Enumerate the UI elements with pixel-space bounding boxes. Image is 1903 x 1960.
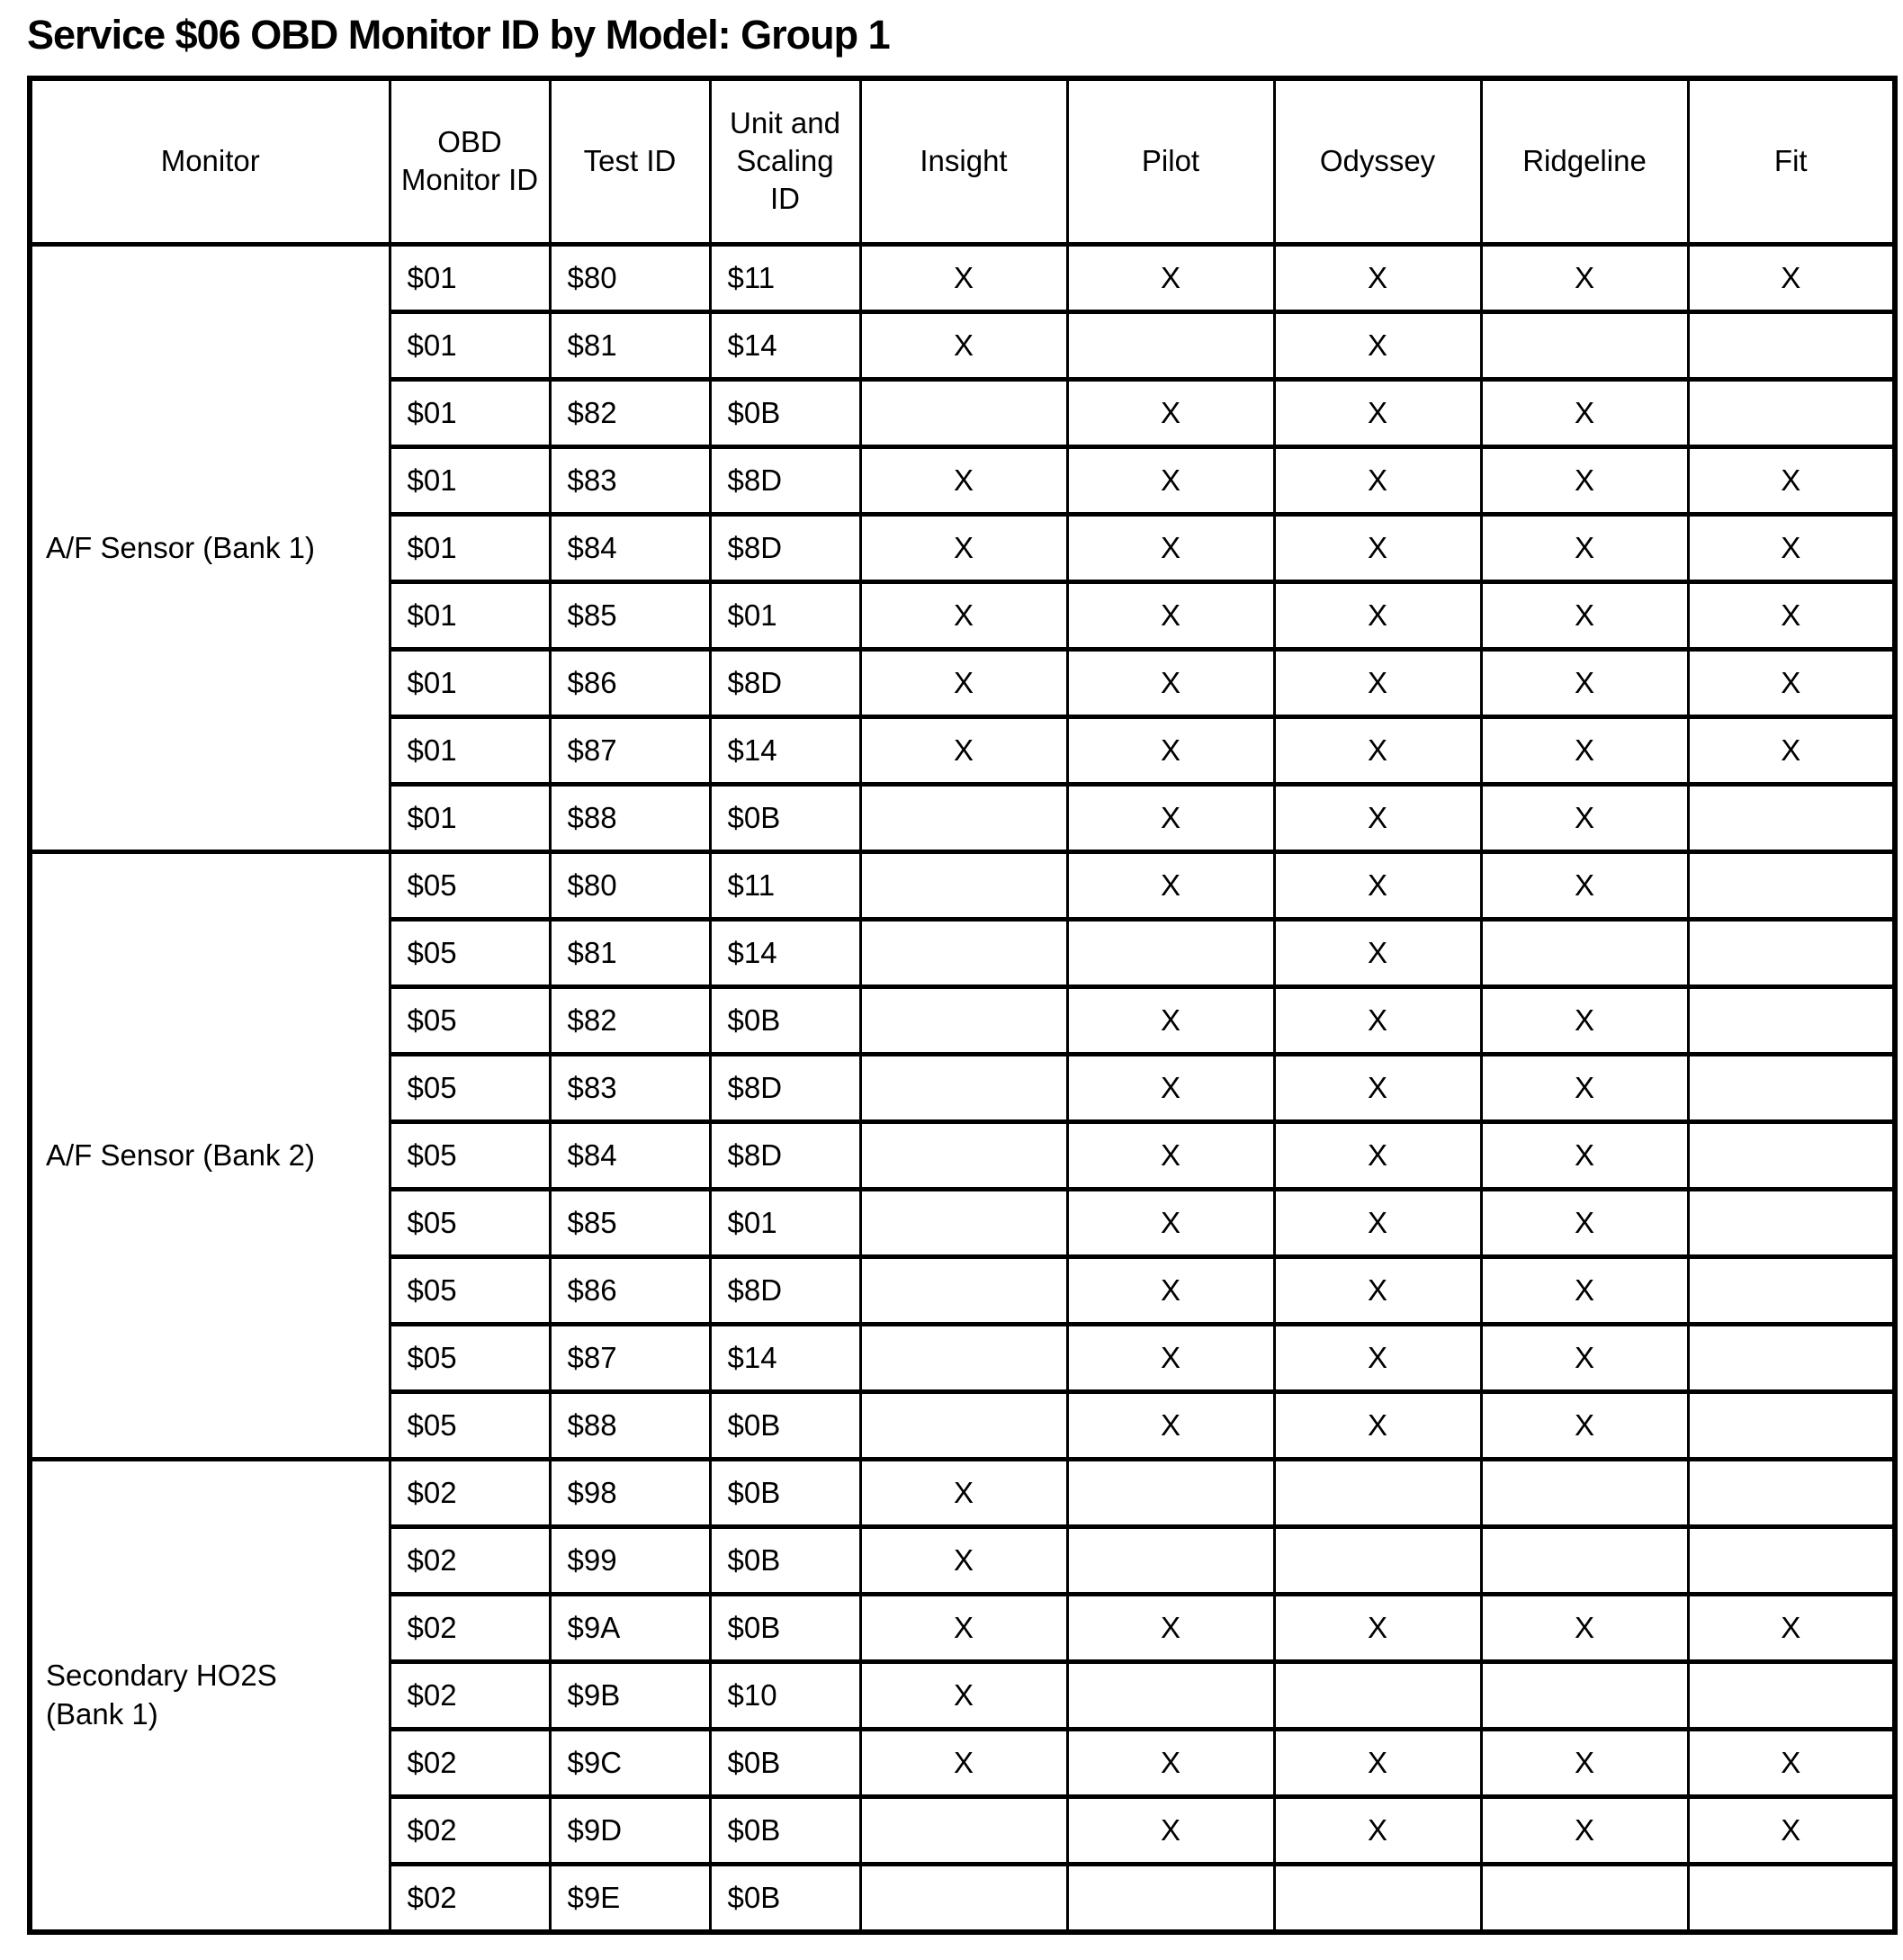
obd-monitor-id-cell: $01 [390, 447, 550, 515]
unit-scaling-id-cell: $0B [710, 1527, 860, 1595]
mark-cell-fit [1688, 1662, 1895, 1730]
mark-cell-odyssey: X [1274, 515, 1481, 582]
mark-cell-odyssey [1274, 1460, 1481, 1527]
unit-scaling-id-cell: $8D [710, 1122, 860, 1190]
mark-cell-pilot: X [1067, 245, 1274, 312]
mark-cell-insight: X [860, 650, 1067, 717]
col-header-fit: Fit [1688, 78, 1895, 245]
mark-cell-odyssey: X [1274, 987, 1481, 1055]
mark-cell-odyssey: X [1274, 582, 1481, 650]
unit-scaling-id-cell: $0B [710, 1392, 860, 1460]
unit-scaling-id-cell: $01 [710, 1190, 860, 1257]
mark-cell-fit [1688, 1325, 1895, 1392]
mark-cell-fit: X [1688, 1797, 1895, 1865]
mark-cell-pilot: X [1067, 1392, 1274, 1460]
mark-cell-insight: X [860, 245, 1067, 312]
obd-monitor-id-cell: $05 [390, 1392, 550, 1460]
mark-cell-fit [1688, 785, 1895, 852]
obd-monitor-id-cell: $01 [390, 380, 550, 447]
mark-cell-ridgeline [1481, 1865, 1688, 1932]
mark-cell-fit: X [1688, 1595, 1895, 1662]
mark-cell-odyssey: X [1274, 1392, 1481, 1460]
test-id-cell: $84 [550, 1122, 710, 1190]
test-id-cell: $85 [550, 582, 710, 650]
mark-cell-ridgeline: X [1481, 852, 1688, 920]
mark-cell-odyssey [1274, 1865, 1481, 1932]
test-id-cell: $83 [550, 447, 710, 515]
mark-cell-pilot [1067, 1662, 1274, 1730]
unit-scaling-id-cell: $0B [710, 1730, 860, 1797]
mark-cell-fit: X [1688, 1730, 1895, 1797]
obd-monitor-id-cell: $05 [390, 1190, 550, 1257]
monitor-label: A/F Sensor (Bank 1) [46, 530, 315, 564]
mark-cell-fit [1688, 1527, 1895, 1595]
obd-monitor-id-cell: $05 [390, 1325, 550, 1392]
mark-cell-insight: X [860, 1527, 1067, 1595]
test-id-cell: $82 [550, 380, 710, 447]
test-id-cell: $86 [550, 650, 710, 717]
mark-cell-odyssey: X [1274, 1055, 1481, 1122]
mark-cell-pilot: X [1067, 717, 1274, 785]
mark-cell-odyssey: X [1274, 920, 1481, 987]
unit-scaling-id-cell: $8D [710, 515, 860, 582]
unit-scaling-id-cell: $0B [710, 785, 860, 852]
test-id-cell: $81 [550, 312, 710, 380]
mark-cell-insight [860, 1190, 1067, 1257]
unit-scaling-id-cell: $0B [710, 380, 860, 447]
mark-cell-insight: X [860, 447, 1067, 515]
col-header-insight: Insight [860, 78, 1067, 245]
mark-cell-insight: X [860, 1595, 1067, 1662]
mark-cell-odyssey: X [1274, 1595, 1481, 1662]
test-id-cell: $88 [550, 785, 710, 852]
mark-cell-ridgeline: X [1481, 1055, 1688, 1122]
mark-cell-odyssey: X [1274, 1325, 1481, 1392]
mark-cell-odyssey: X [1274, 1797, 1481, 1865]
monitor-label: Secondary HO2S (Bank 1) [46, 1658, 277, 1731]
mark-cell-pilot [1067, 920, 1274, 987]
mark-cell-ridgeline: X [1481, 447, 1688, 515]
mark-cell-pilot: X [1067, 1325, 1274, 1392]
mark-cell-fit: X [1688, 515, 1895, 582]
unit-scaling-id-cell: $8D [710, 650, 860, 717]
mark-cell-insight [860, 1055, 1067, 1122]
test-id-cell: $87 [550, 717, 710, 785]
test-id-cell: $9C [550, 1730, 710, 1797]
mark-cell-fit [1688, 1392, 1895, 1460]
mark-cell-insight: X [860, 1460, 1067, 1527]
mark-cell-pilot: X [1067, 785, 1274, 852]
unit-scaling-id-cell: $14 [710, 312, 860, 380]
mark-cell-insight: X [860, 515, 1067, 582]
mark-cell-insight: X [860, 717, 1067, 785]
test-id-cell: $86 [550, 1257, 710, 1325]
obd-monitor-id-cell: $02 [390, 1730, 550, 1797]
table-row [30, 245, 1895, 312]
test-id-cell: $84 [550, 515, 710, 582]
unit-scaling-id-cell: $10 [710, 1662, 860, 1730]
unit-scaling-id-cell: $11 [710, 245, 860, 312]
mark-cell-ridgeline [1481, 1527, 1688, 1595]
monitor-group-cell [30, 1460, 390, 1932]
mark-cell-insight: X [860, 312, 1067, 380]
mark-cell-odyssey: X [1274, 1190, 1481, 1257]
mark-cell-insight: X [860, 582, 1067, 650]
mark-cell-pilot: X [1067, 582, 1274, 650]
unit-scaling-id-cell: $8D [710, 1257, 860, 1325]
mark-cell-fit [1688, 1257, 1895, 1325]
obd-monitor-id-cell: $02 [390, 1797, 550, 1865]
unit-scaling-id-cell: $14 [710, 717, 860, 785]
unit-scaling-id-cell: $0B [710, 1460, 860, 1527]
mark-cell-fit [1688, 987, 1895, 1055]
obd-monitor-table [27, 76, 1898, 1935]
monitor-group-cell [30, 852, 390, 1460]
mark-cell-odyssey: X [1274, 380, 1481, 447]
mark-cell-fit [1688, 380, 1895, 447]
mark-cell-pilot: X [1067, 852, 1274, 920]
mark-cell-fit [1688, 852, 1895, 920]
mark-cell-ridgeline [1481, 312, 1688, 380]
test-id-cell: $98 [550, 1460, 710, 1527]
obd-monitor-id-cell: $01 [390, 582, 550, 650]
mark-cell-ridgeline: X [1481, 1122, 1688, 1190]
mark-cell-odyssey [1274, 1527, 1481, 1595]
mark-cell-fit: X [1688, 717, 1895, 785]
unit-scaling-id-cell: $14 [710, 1325, 860, 1392]
mark-cell-ridgeline: X [1481, 785, 1688, 852]
mark-cell-ridgeline: X [1481, 1190, 1688, 1257]
mark-cell-insight [860, 852, 1067, 920]
mark-cell-insight [860, 987, 1067, 1055]
obd-monitor-id-cell: $01 [390, 650, 550, 717]
mark-cell-odyssey: X [1274, 1730, 1481, 1797]
mark-cell-insight [860, 785, 1067, 852]
mark-cell-odyssey: X [1274, 312, 1481, 380]
obd-monitor-id-cell: $02 [390, 1662, 550, 1730]
mark-cell-insight [860, 1797, 1067, 1865]
mark-cell-fit [1688, 1865, 1895, 1932]
obd-monitor-id-cell: $02 [390, 1865, 550, 1932]
mark-cell-pilot: X [1067, 1190, 1274, 1257]
mark-cell-odyssey: X [1274, 852, 1481, 920]
mark-cell-ridgeline: X [1481, 245, 1688, 312]
monitor-group-cell [30, 245, 390, 852]
mark-cell-fit: X [1688, 245, 1895, 312]
obd-monitor-id-cell: $01 [390, 312, 550, 380]
mark-cell-pilot: X [1067, 650, 1274, 717]
mark-cell-fit [1688, 312, 1895, 380]
mark-cell-pilot: X [1067, 380, 1274, 447]
obd-monitor-id-cell: $05 [390, 987, 550, 1055]
mark-cell-fit: X [1688, 650, 1895, 717]
table-row [30, 852, 1895, 920]
obd-monitor-id-cell: $01 [390, 515, 550, 582]
test-id-cell: $9A [550, 1595, 710, 1662]
test-id-cell: $80 [550, 245, 710, 312]
mark-cell-pilot: X [1067, 987, 1274, 1055]
mark-cell-fit [1688, 920, 1895, 987]
test-id-cell: $99 [550, 1527, 710, 1595]
mark-cell-ridgeline: X [1481, 987, 1688, 1055]
mark-cell-insight [860, 380, 1067, 447]
header-row [30, 78, 1895, 245]
mark-cell-ridgeline: X [1481, 1392, 1688, 1460]
mark-cell-ridgeline: X [1481, 1797, 1688, 1865]
test-id-cell: $82 [550, 987, 710, 1055]
mark-cell-fit [1688, 1190, 1895, 1257]
table-row [30, 1460, 1895, 1527]
obd-monitor-id-cell: $05 [390, 852, 550, 920]
unit-scaling-id-cell: $8D [710, 1055, 860, 1122]
test-id-cell: $87 [550, 1325, 710, 1392]
mark-cell-pilot: X [1067, 447, 1274, 515]
col-header-obd-monitor-id: OBD Monitor ID [390, 78, 550, 245]
unit-scaling-id-cell: $11 [710, 852, 860, 920]
mark-cell-pilot [1067, 1865, 1274, 1932]
mark-cell-ridgeline [1481, 920, 1688, 987]
mark-cell-odyssey: X [1274, 1122, 1481, 1190]
mark-cell-ridgeline [1481, 1460, 1688, 1527]
mark-cell-insight: X [860, 1730, 1067, 1797]
mark-cell-ridgeline: X [1481, 1257, 1688, 1325]
obd-monitor-id-cell: $05 [390, 1122, 550, 1190]
mark-cell-pilot: X [1067, 515, 1274, 582]
mark-cell-ridgeline: X [1481, 380, 1688, 447]
obd-monitor-id-cell: $05 [390, 1055, 550, 1122]
mark-cell-insight [860, 1325, 1067, 1392]
obd-monitor-id-cell: $01 [390, 245, 550, 312]
mark-cell-ridgeline: X [1481, 1730, 1688, 1797]
unit-scaling-id-cell: $0B [710, 1865, 860, 1932]
obd-monitor-id-cell: $02 [390, 1460, 550, 1527]
col-header-pilot: Pilot [1067, 78, 1274, 245]
mark-cell-pilot [1067, 1460, 1274, 1527]
mark-cell-pilot [1067, 312, 1274, 380]
mark-cell-odyssey: X [1274, 785, 1481, 852]
test-id-cell: $9E [550, 1865, 710, 1932]
unit-scaling-id-cell: $0B [710, 1595, 860, 1662]
mark-cell-ridgeline: X [1481, 650, 1688, 717]
mark-cell-pilot: X [1067, 1257, 1274, 1325]
obd-monitor-id-cell: $01 [390, 717, 550, 785]
mark-cell-pilot [1067, 1527, 1274, 1595]
test-id-cell: $83 [550, 1055, 710, 1122]
mark-cell-insight [860, 1257, 1067, 1325]
mark-cell-odyssey: X [1274, 447, 1481, 515]
mark-cell-fit: X [1688, 447, 1895, 515]
mark-cell-ridgeline: X [1481, 717, 1688, 785]
col-header-unit-scaling-id: Unit and Scaling ID [710, 78, 860, 245]
mark-cell-ridgeline: X [1481, 582, 1688, 650]
unit-scaling-id-cell: $0B [710, 987, 860, 1055]
col-header-odyssey: Odyssey [1274, 78, 1481, 245]
col-header-monitor: Monitor [30, 78, 390, 245]
mark-cell-fit [1688, 1055, 1895, 1122]
mark-cell-ridgeline: X [1481, 1595, 1688, 1662]
mark-cell-insight [860, 1865, 1067, 1932]
obd-monitor-id-cell: $05 [390, 920, 550, 987]
monitor-label: A/F Sensor (Bank 2) [46, 1137, 315, 1172]
mark-cell-pilot: X [1067, 1730, 1274, 1797]
test-id-cell: $85 [550, 1190, 710, 1257]
mark-cell-odyssey: X [1274, 245, 1481, 312]
mark-cell-ridgeline: X [1481, 515, 1688, 582]
mark-cell-insight [860, 1392, 1067, 1460]
mark-cell-insight [860, 1122, 1067, 1190]
mark-cell-pilot: X [1067, 1055, 1274, 1122]
mark-cell-odyssey: X [1274, 1257, 1481, 1325]
obd-monitor-id-cell: $02 [390, 1595, 550, 1662]
unit-scaling-id-cell: $8D [710, 447, 860, 515]
unit-scaling-id-cell: $14 [710, 920, 860, 987]
test-id-cell: $9B [550, 1662, 710, 1730]
col-header-test-id: Test ID [550, 78, 710, 245]
mark-cell-fit [1688, 1122, 1895, 1190]
mark-cell-insight [860, 920, 1067, 987]
test-id-cell: $81 [550, 920, 710, 987]
mark-cell-pilot: X [1067, 1595, 1274, 1662]
mark-cell-pilot: X [1067, 1797, 1274, 1865]
col-header-ridgeline: Ridgeline [1481, 78, 1688, 245]
obd-monitor-id-cell: $01 [390, 785, 550, 852]
test-id-cell: $80 [550, 852, 710, 920]
obd-monitor-id-cell: $02 [390, 1527, 550, 1595]
mark-cell-odyssey [1274, 1662, 1481, 1730]
unit-scaling-id-cell: $01 [710, 582, 860, 650]
mark-cell-fit [1688, 1460, 1895, 1527]
test-id-cell: $9D [550, 1797, 710, 1865]
mark-cell-odyssey: X [1274, 717, 1481, 785]
obd-monitor-id-cell: $05 [390, 1257, 550, 1325]
mark-cell-ridgeline [1481, 1662, 1688, 1730]
mark-cell-odyssey: X [1274, 650, 1481, 717]
page-title: Service $06 OBD Monitor ID by Model: Group 1 [27, 12, 890, 58]
test-id-cell: $88 [550, 1392, 710, 1460]
mark-cell-ridgeline: X [1481, 1325, 1688, 1392]
unit-scaling-id-cell: $0B [710, 1797, 860, 1865]
mark-cell-fit: X [1688, 582, 1895, 650]
mark-cell-insight: X [860, 1662, 1067, 1730]
mark-cell-pilot: X [1067, 1122, 1274, 1190]
